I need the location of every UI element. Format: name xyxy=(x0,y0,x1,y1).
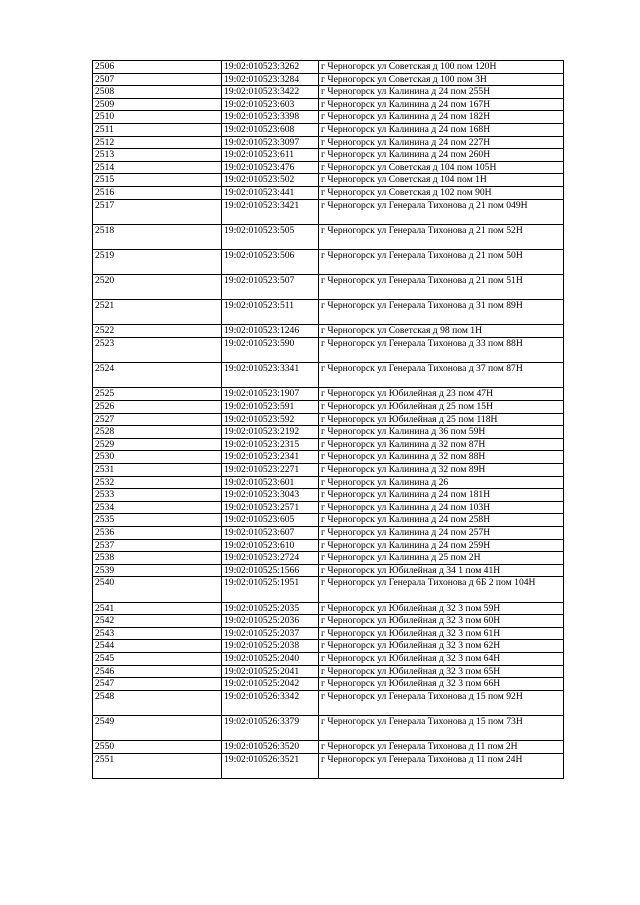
table-row xyxy=(93,161,564,174)
address-cell: г Черногорск ул Калинина д 24 пом 260Н xyxy=(319,149,564,162)
row-number-cell: 2535 xyxy=(93,514,222,527)
address-cell: г Черногорск ул Генерала Тихонова д 15 пом 73Н xyxy=(319,715,564,740)
address-cell: г Черногорск ул Советская д 102 пом 90Н xyxy=(319,186,564,199)
address-cell: г Черногорск ул Советская д 98 пом 1Н xyxy=(319,325,564,338)
row-number-cell: 2540 xyxy=(93,577,222,602)
table-row xyxy=(93,123,564,136)
cadastral-number-cell: 19:02:010525:2038 xyxy=(222,640,319,653)
row-number-cell: 2545 xyxy=(93,652,222,665)
address-cell: г Черногорск ул Юбилейная д 32 3 пом 60Н xyxy=(319,615,564,628)
row-number-cell: 2519 xyxy=(93,249,222,274)
table-row xyxy=(93,224,564,249)
row-number-cell: 2523 xyxy=(93,338,222,363)
row-number-cell: 2542 xyxy=(93,615,222,628)
table-row xyxy=(93,539,564,552)
row-number-cell: 2551 xyxy=(93,753,222,778)
address-cell: г Черногорск ул Калинина д 24 пом 103Н xyxy=(319,501,564,514)
row-number-cell: 2526 xyxy=(93,401,222,414)
address-cell: г Черногорск ул Генерала Тихонова д 15 пом 92Н xyxy=(319,690,564,715)
cadastral-number-cell: 19:02:010523:3398 xyxy=(222,111,319,124)
address-cell: г Черногорск ул Генерала Тихонова д 11 пом 2Н xyxy=(319,741,564,754)
cadastral-number-cell: 19:02:010525:1566 xyxy=(222,564,319,577)
row-number-cell: 2550 xyxy=(93,741,222,754)
table-row xyxy=(93,753,564,778)
address-cell: г Черногорск ул Юбилейная д 23 пом 47Н xyxy=(319,388,564,401)
cadastral-number-cell: 19:02:010523:1246 xyxy=(222,325,319,338)
table-row xyxy=(93,451,564,464)
row-number-cell: 2518 xyxy=(93,224,222,249)
table-row xyxy=(93,426,564,439)
table-row xyxy=(93,199,564,224)
cadastral-number-cell: 19:02:010525:2042 xyxy=(222,678,319,691)
row-number-cell: 2534 xyxy=(93,501,222,514)
table-row xyxy=(93,627,564,640)
table-row xyxy=(93,61,564,74)
cadastral-number-cell: 19:02:010525:2040 xyxy=(222,652,319,665)
row-number-cell: 2516 xyxy=(93,186,222,199)
table-row xyxy=(93,111,564,124)
row-number-cell: 2530 xyxy=(93,451,222,464)
row-number-cell: 2508 xyxy=(93,86,222,99)
row-number-cell: 2520 xyxy=(93,275,222,300)
row-number-cell: 2529 xyxy=(93,438,222,451)
cadastral-number-cell: 19:02:010523:3421 xyxy=(222,199,319,224)
row-number-cell: 2510 xyxy=(93,111,222,124)
cadastral-number-cell: 19:02:010523:476 xyxy=(222,161,319,174)
row-number-cell: 2548 xyxy=(93,690,222,715)
cadastral-number-cell: 19:02:010523:507 xyxy=(222,275,319,300)
row-number-cell: 2528 xyxy=(93,426,222,439)
row-number-cell: 2531 xyxy=(93,464,222,477)
row-number-cell: 2521 xyxy=(93,300,222,325)
address-cell: г Черногорск ул Калинина д 24 пом 168Н xyxy=(319,123,564,136)
cadastral-number-cell: 19:02:010523:603 xyxy=(222,98,319,111)
address-cell: г Черногорск ул Калинина д 32 пом 87Н xyxy=(319,438,564,451)
table-row xyxy=(93,489,564,502)
address-cell: г Черногорск ул Юбилейная д 32 3 пом 62Н xyxy=(319,640,564,653)
cadastral-number-cell: 19:02:010523:502 xyxy=(222,174,319,187)
cadastral-number-cell: 19:02:010526:3379 xyxy=(222,715,319,740)
table-row xyxy=(93,149,564,162)
address-cell: г Черногорск ул Советская д 104 пом 105Н xyxy=(319,161,564,174)
cadastral-number-cell: 19:02:010523:591 xyxy=(222,401,319,414)
address-cell: г Черногорск ул Генерала Тихонова д 21 пом 049Н xyxy=(319,199,564,224)
table-row xyxy=(93,741,564,754)
cadastral-number-cell: 19:02:010523:2315 xyxy=(222,438,319,451)
address-cell: г Черногорск ул Калинина д 24 пом 259Н xyxy=(319,539,564,552)
address-cell: г Черногорск ул Калинина д 24 пом 182Н xyxy=(319,111,564,124)
cadastral-number-cell: 19:02:010523:607 xyxy=(222,526,319,539)
address-cell: г Черногорск ул Юбилейная д 32 3 пом 61Н xyxy=(319,627,564,640)
table-row xyxy=(93,413,564,426)
table-row xyxy=(93,325,564,338)
row-number-cell: 2549 xyxy=(93,715,222,740)
cadastral-number-cell: 19:02:010523:505 xyxy=(222,224,319,249)
cadastral-number-cell: 19:02:010523:3422 xyxy=(222,86,319,99)
row-number-cell: 2538 xyxy=(93,552,222,565)
table-row xyxy=(93,174,564,187)
cadastral-number-cell: 19:02:010523:1907 xyxy=(222,388,319,401)
table-row xyxy=(93,275,564,300)
cadastral-number-cell: 19:02:010523:2724 xyxy=(222,552,319,565)
table-row xyxy=(93,514,564,527)
table-body xyxy=(93,61,564,779)
table-row xyxy=(93,98,564,111)
cadastral-number-cell: 19:02:010523:592 xyxy=(222,413,319,426)
address-cell: г Черногорск ул Калинина д 32 пом 89Н xyxy=(319,464,564,477)
address-cell: г Черногорск ул Калинина д 26 xyxy=(319,476,564,489)
address-cell: г Черногорск ул Калинина д 24 пом 167Н xyxy=(319,98,564,111)
cadastral-number-cell: 19:02:010523:605 xyxy=(222,514,319,527)
row-number-cell: 2543 xyxy=(93,627,222,640)
row-number-cell: 2537 xyxy=(93,539,222,552)
address-cell: г Черногорск ул Генерала Тихонова д 33 пом 88Н xyxy=(319,338,564,363)
table-row xyxy=(93,501,564,514)
cadastral-number-cell: 19:02:010523:3043 xyxy=(222,489,319,502)
table-row xyxy=(93,73,564,86)
address-cell: г Черногорск ул Калинина д 36 пом 59Н xyxy=(319,426,564,439)
cadastral-number-cell: 19:02:010523:601 xyxy=(222,476,319,489)
row-number-cell: 2509 xyxy=(93,98,222,111)
cadastral-number-cell: 19:02:010523:3341 xyxy=(222,363,319,388)
table-row xyxy=(93,338,564,363)
cadastral-number-cell: 19:02:010523:506 xyxy=(222,249,319,274)
cadastral-number-cell: 19:02:010525:2041 xyxy=(222,665,319,678)
table-row xyxy=(93,577,564,602)
row-number-cell: 2544 xyxy=(93,640,222,653)
address-cell: г Черногорск ул Калинина д 24 пом 181Н xyxy=(319,489,564,502)
table-row xyxy=(93,564,564,577)
table-row xyxy=(93,552,564,565)
table-row xyxy=(93,678,564,691)
table-row xyxy=(93,363,564,388)
row-number-cell: 2513 xyxy=(93,149,222,162)
row-number-cell: 2539 xyxy=(93,564,222,577)
row-number-cell: 2533 xyxy=(93,489,222,502)
row-number-cell: 2522 xyxy=(93,325,222,338)
address-cell: г Черногорск ул Юбилейная д 34 1 пом 41Н xyxy=(319,564,564,577)
address-cell: г Черногорск ул Юбилейная д 32 3 пом 59Н xyxy=(319,602,564,615)
address-cell: г Черногорск ул Юбилейная д 32 3 пом 65Н xyxy=(319,665,564,678)
table-row xyxy=(93,300,564,325)
row-number-cell: 2512 xyxy=(93,136,222,149)
address-cell: г Черногорск ул Калинина д 32 пом 88Н xyxy=(319,451,564,464)
row-number-cell: 2532 xyxy=(93,476,222,489)
table-row xyxy=(93,690,564,715)
table-row xyxy=(93,249,564,274)
row-number-cell: 2546 xyxy=(93,665,222,678)
table-row xyxy=(93,86,564,99)
row-number-cell: 2527 xyxy=(93,413,222,426)
address-cell: г Черногорск ул Генерала Тихонова д 37 пом 87Н xyxy=(319,363,564,388)
table-row xyxy=(93,136,564,149)
table-row xyxy=(93,615,564,628)
property-register-table xyxy=(92,60,564,779)
address-cell: г Черногорск ул Калинина д 24 пом 257Н xyxy=(319,526,564,539)
row-number-cell: 2517 xyxy=(93,199,222,224)
row-number-cell: 2515 xyxy=(93,174,222,187)
address-cell: г Черногорск ул Советская д 100 пом 3Н xyxy=(319,73,564,86)
address-cell: г Черногорск ул Генерала Тихонова д 21 пом 52Н xyxy=(319,224,564,249)
table-row xyxy=(93,665,564,678)
cadastral-number-cell: 19:02:010526:3520 xyxy=(222,741,319,754)
row-number-cell: 2506 xyxy=(93,61,222,74)
table-row xyxy=(93,602,564,615)
cadastral-number-cell: 19:02:010525:2037 xyxy=(222,627,319,640)
cadastral-number-cell: 19:02:010523:608 xyxy=(222,123,319,136)
row-number-cell: 2541 xyxy=(93,602,222,615)
address-cell: г Черногорск ул Юбилейная д 32 3 пом 64Н xyxy=(319,652,564,665)
row-number-cell: 2511 xyxy=(93,123,222,136)
address-cell: г Черногорск ул Калинина д 25 пом 2Н xyxy=(319,552,564,565)
address-cell: г Черногорск ул Генерала Тихонова д 21 пом 51Н xyxy=(319,275,564,300)
table-row xyxy=(93,640,564,653)
table-row xyxy=(93,438,564,451)
table-row xyxy=(93,715,564,740)
address-cell: г Черногорск ул Юбилейная д 32 3 пом 66Н xyxy=(319,678,564,691)
address-cell: г Черногорск ул Генерала Тихонова д 21 пом 50Н xyxy=(319,249,564,274)
row-number-cell: 2525 xyxy=(93,388,222,401)
cadastral-number-cell: 19:02:010523:2271 xyxy=(222,464,319,477)
cadastral-number-cell: 19:02:010525:2036 xyxy=(222,615,319,628)
address-cell: г Черногорск ул Калинина д 24 пом 227Н xyxy=(319,136,564,149)
cadastral-number-cell: 19:02:010523:3262 xyxy=(222,61,319,74)
cadastral-number-cell: 19:02:010526:3342 xyxy=(222,690,319,715)
cadastral-number-cell: 19:02:010523:610 xyxy=(222,539,319,552)
table-row xyxy=(93,652,564,665)
address-cell: г Черногорск ул Советская д 100 пом 120Н xyxy=(319,61,564,74)
cadastral-number-cell: 19:02:010523:2341 xyxy=(222,451,319,464)
table-row xyxy=(93,401,564,414)
cadastral-number-cell: 19:02:010525:1951 xyxy=(222,577,319,602)
address-cell: г Черногорск ул Юбилейная д 25 пом 118Н xyxy=(319,413,564,426)
cadastral-number-cell: 19:02:010526:3521 xyxy=(222,753,319,778)
row-number-cell: 2524 xyxy=(93,363,222,388)
cadastral-number-cell: 19:02:010523:2571 xyxy=(222,501,319,514)
table-row xyxy=(93,464,564,477)
cadastral-number-cell: 19:02:010523:590 xyxy=(222,338,319,363)
row-number-cell: 2547 xyxy=(93,678,222,691)
row-number-cell: 2507 xyxy=(93,73,222,86)
address-cell: г Черногорск ул Генерала Тихонова д 11 пом 24Н xyxy=(319,753,564,778)
cadastral-number-cell: 19:02:010523:611 xyxy=(222,149,319,162)
table-row xyxy=(93,476,564,489)
address-cell: г Черногорск ул Советская д 104 пом 1Н xyxy=(319,174,564,187)
address-cell: г Черногорск ул Юбилейная д 25 пом 15Н xyxy=(319,401,564,414)
table-row xyxy=(93,526,564,539)
cadastral-number-cell: 19:02:010523:511 xyxy=(222,300,319,325)
cadastral-number-cell: 19:02:010525:2035 xyxy=(222,602,319,615)
table-row xyxy=(93,186,564,199)
cadastral-number-cell: 19:02:010523:3284 xyxy=(222,73,319,86)
address-cell: г Черногорск ул Генерала Тихонова д 6Б 2 пом 104Н xyxy=(319,577,564,602)
row-number-cell: 2514 xyxy=(93,161,222,174)
address-cell: г Черногорск ул Генерала Тихонова д 31 пом 89Н xyxy=(319,300,564,325)
cadastral-number-cell: 19:02:010523:2192 xyxy=(222,426,319,439)
row-number-cell: 2536 xyxy=(93,526,222,539)
address-cell: г Черногорск ул Калинина д 24 пом 258Н xyxy=(319,514,564,527)
table-row xyxy=(93,388,564,401)
cadastral-number-cell: 19:02:010523:3097 xyxy=(222,136,319,149)
address-cell: г Черногорск ул Калинина д 24 пом 255Н xyxy=(319,86,564,99)
cadastral-number-cell: 19:02:010523:441 xyxy=(222,186,319,199)
